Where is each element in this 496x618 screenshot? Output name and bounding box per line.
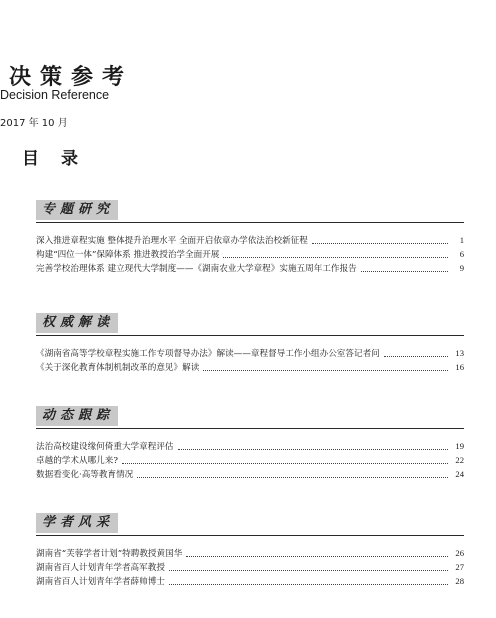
dot-leader: [169, 584, 448, 585]
entry-page: 27: [455, 562, 464, 572]
entry-title: 构建“四位一体”保障体系 推进教授治学全面开展: [36, 250, 220, 260]
toc-entry[interactable]: [36, 560, 464, 574]
section-authoritative-interpretation: [36, 313, 464, 374]
dot-leader: [384, 356, 448, 357]
section-scholar-profiles: [36, 513, 464, 588]
entry-list: [36, 439, 464, 481]
entry-title: 《关于深化教育体制机制改革的意见》解读: [36, 363, 200, 373]
entry-page: 1: [459, 235, 464, 245]
toc-entry[interactable]: [36, 233, 464, 247]
publication-title: 决策参考: [9, 65, 134, 90]
section-special-research: [36, 200, 464, 275]
entry-title: 湖南省百人计划青年学者高军教授: [36, 563, 165, 573]
toc-entry[interactable]: [36, 467, 464, 481]
entry-title: 卓越的学术从哪儿来?: [36, 456, 118, 466]
entry-title: 湖南省“芙蓉学者计划”特聘教授黄国华: [36, 549, 183, 559]
section-banner: [36, 513, 464, 536]
dot-leader: [361, 271, 448, 272]
entry-title: 深入推进章程实施 整体提升治理水平 全面开启依章办学依法治校新征程: [36, 236, 308, 246]
dot-leader: [186, 556, 448, 557]
toc-entry[interactable]: [36, 574, 464, 588]
entry-page: 16: [455, 362, 464, 372]
publication-title-english: Decision Reference: [0, 88, 110, 102]
section-label: 专题研究: [36, 200, 118, 220]
entry-list: [36, 233, 464, 275]
section-banner: [36, 313, 464, 336]
dot-leader: [137, 477, 448, 478]
dot-leader: [169, 570, 448, 571]
dot-leader: [223, 257, 448, 258]
entry-title: 《湖南省高等学校章程实施工作专项督导办法》解读——章程督导工作小组办公室答记者问: [36, 349, 380, 359]
entry-page: 28: [455, 576, 464, 586]
dot-leader: [312, 243, 448, 244]
toc-entry[interactable]: [36, 261, 464, 275]
entry-title: 完善学校治理体系 建立现代大学制度——《湖南农业大学章程》实施五周年工作报告: [36, 264, 357, 274]
entry-title: 数据看变化·高等教育情况: [36, 470, 134, 480]
entry-title: 湖南省百人计划青年学者薛帅博士: [36, 577, 165, 587]
toc-entry[interactable]: [36, 247, 464, 261]
section-dynamic-tracking: [36, 406, 464, 481]
toc-entry[interactable]: [36, 546, 464, 560]
section-banner: [36, 406, 464, 429]
entry-page: 26: [455, 548, 464, 558]
entry-page: 22: [455, 455, 464, 465]
section-label: 动态跟踪: [36, 406, 118, 426]
entry-title: 法治高校建设缘何倚重大学章程评估: [36, 442, 174, 452]
entry-page: 19: [455, 441, 464, 451]
entry-list: [36, 546, 464, 588]
toc-entry[interactable]: [36, 346, 464, 360]
toc-heading: 目录: [22, 149, 100, 169]
toc-entry[interactable]: [36, 453, 464, 467]
issue-date: 2017 年 10 月: [0, 118, 68, 129]
entry-page: 13: [455, 348, 464, 358]
entry-page: 9: [459, 263, 464, 273]
toc-entry[interactable]: [36, 439, 464, 453]
section-label: 学者风采: [36, 513, 118, 533]
entry-list: [36, 346, 464, 374]
dot-leader: [178, 449, 448, 450]
entry-page: 6: [459, 249, 464, 259]
dot-leader: [122, 463, 448, 464]
section-label: 权威解读: [36, 313, 118, 333]
section-banner: [36, 200, 464, 223]
dot-leader: [203, 370, 448, 371]
toc-entry[interactable]: [36, 360, 464, 374]
entry-page: 24: [455, 469, 464, 479]
